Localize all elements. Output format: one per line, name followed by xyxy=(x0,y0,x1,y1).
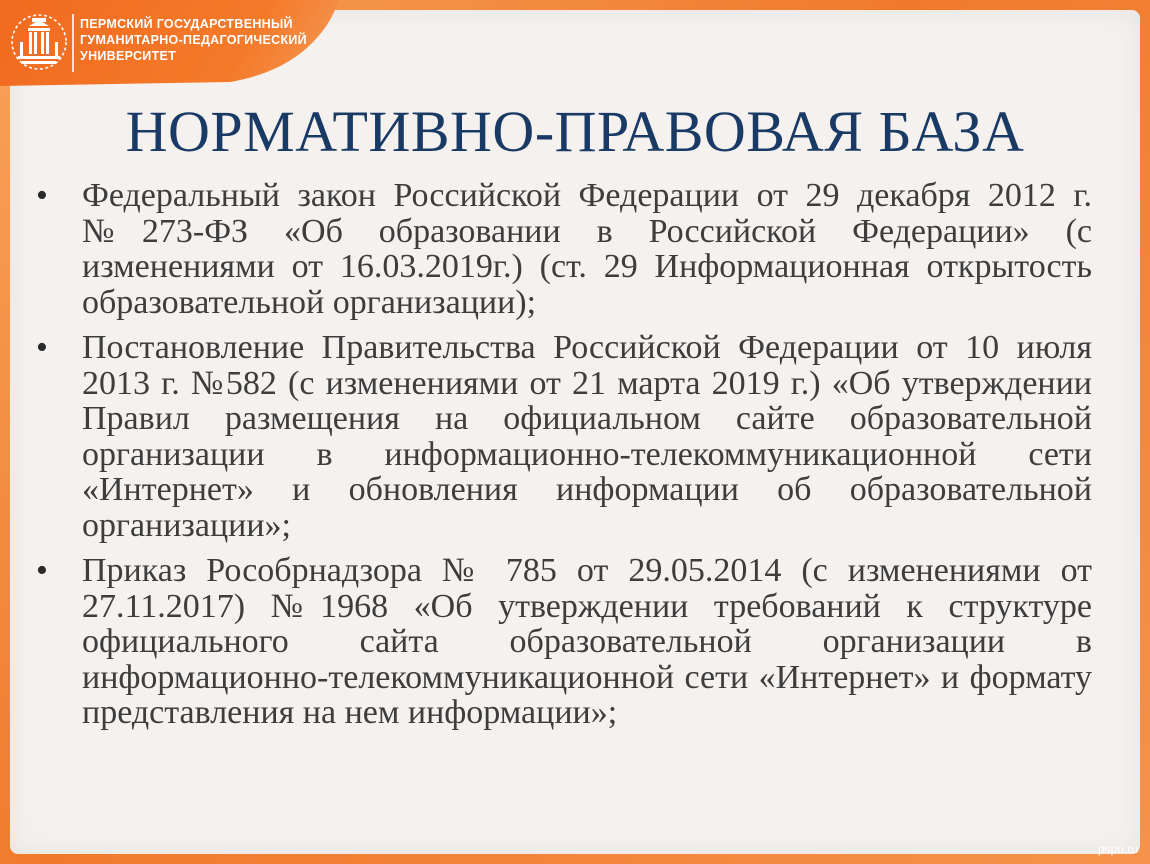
list-item-text: Приказ Рособрнадзора № 785 от 29.05.2014 (с изменениями от 27.11.2017) №1968 «Об утверждении требований к структуре официального сайта образовательной организации в информационно-телекоммуникационной сети «Интернет» и формату представления на нем информации»; xyxy=(82,552,1092,731)
footer-url: pspu.ru xyxy=(1097,842,1138,856)
list-item xyxy=(32,553,1092,731)
logo-divider xyxy=(72,14,74,72)
university-logo-icon xyxy=(8,8,70,76)
bullet-dot-icon: • xyxy=(36,329,48,366)
bullet-list xyxy=(32,178,1092,741)
list-item-text: Федеральный закон Российской Федерации от 29 декабря 2012 г. №273-ФЗ «Об образовании в Российской Федерации» (с изменениями от 16.03.2019г.) (ст. 29 Информационная открытость образовательной организации); xyxy=(82,177,1092,321)
list-item xyxy=(32,178,1092,320)
bullet-dot-icon: • xyxy=(36,552,48,589)
university-name-line: УНИВЕРСИТЕТ xyxy=(80,49,177,63)
list-item-text: Постановление Правительства Российской Федерации от 10 июля 2013 г. №582 (с изменениями от 21 марта 2019 г.) «Об утверждении Правил размещения на официальном сайте образовательной организации в информационно-телекоммуникационной сети «Интернет» и обновления информации об образовательной организации»; xyxy=(82,329,1092,544)
university-name-line: ПЕРМСКИЙ ГОСУДАРСТВЕННЫЙ xyxy=(80,17,293,31)
list-item xyxy=(32,330,1092,543)
bullet-dot-icon: • xyxy=(36,177,48,214)
slide-title: НОРМАТИВНО-ПРАВОВАЯ БАЗА xyxy=(125,99,1025,164)
university-name-line: ГУМАНИТАРНО-ПЕДАГОГИЧЕСКИЙ xyxy=(80,33,307,47)
university-name xyxy=(80,16,307,64)
